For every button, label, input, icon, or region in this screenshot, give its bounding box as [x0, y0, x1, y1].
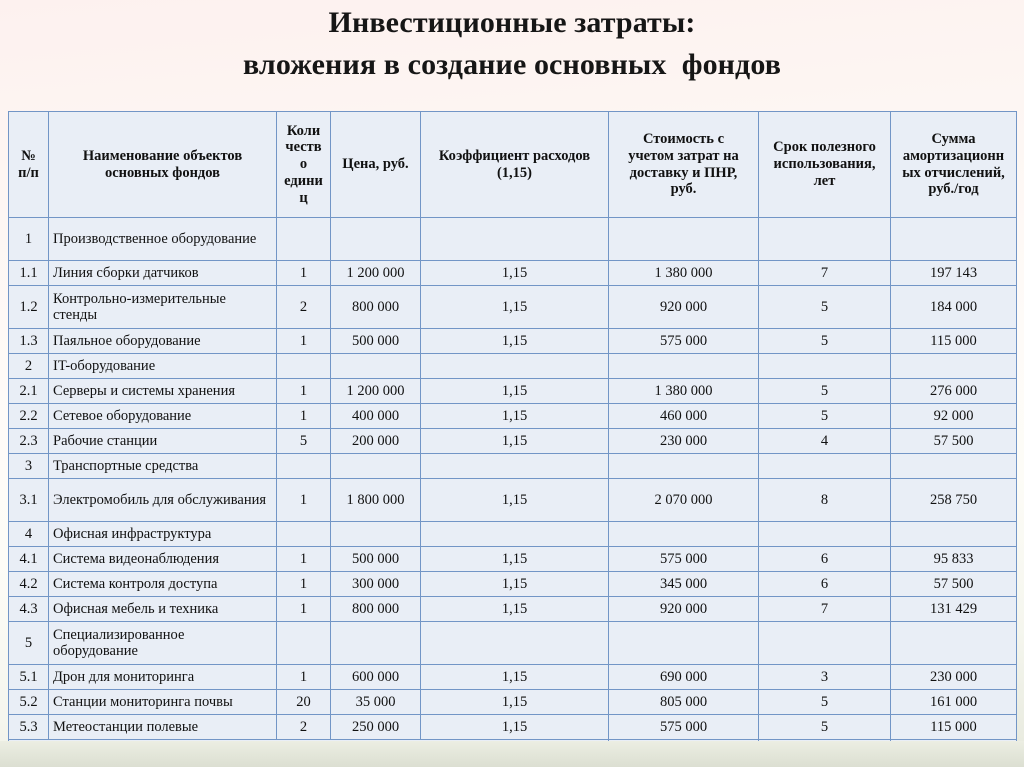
cell-total-cost: 575 000 [609, 329, 759, 354]
cell-total-cost: 1 380 000 [609, 379, 759, 404]
cell-quantity: 1 [277, 597, 331, 622]
cell-price: 1 200 000 [331, 379, 421, 404]
cell-depreciation: 258 750 [891, 479, 1017, 522]
cell-depreciation [891, 218, 1017, 261]
header-line: лет [813, 172, 836, 189]
cell-total-cost: 345 000 [609, 572, 759, 597]
cell-coefficient: 1,15 [421, 286, 609, 329]
header-line: доставку и ПНР, [629, 164, 738, 181]
cell-price: 800 000 [331, 597, 421, 622]
column-header-quantity [277, 112, 331, 218]
cell-price: 1 200 000 [331, 261, 421, 286]
slide-bottom-strip [0, 741, 1024, 767]
table-row [9, 690, 1017, 715]
table-head [9, 112, 1017, 218]
cell-price: 600 000 [331, 665, 421, 690]
cell-quantity: 1 [277, 261, 331, 286]
cell-depreciation: 95 833 [891, 547, 1017, 572]
cell-coefficient: 1,15 [421, 547, 609, 572]
header-line: Наименование объектов [82, 147, 243, 164]
cell-number: 3 [9, 454, 49, 479]
cell-depreciation: 92 000 [891, 404, 1017, 429]
table-row [9, 218, 1017, 261]
table-header-row [9, 112, 1017, 218]
cell-price: 250 000 [331, 715, 421, 740]
header-line: Сумма [931, 131, 976, 148]
cell-depreciation [891, 454, 1017, 479]
header-line: руб./год [928, 181, 979, 198]
table-row [9, 479, 1017, 522]
cell-total-cost: 920 000 [609, 597, 759, 622]
cell-asset-name: Серверы и системы хранения [49, 379, 277, 404]
cell-asset-name: Производственное оборудование [49, 218, 277, 261]
cell-quantity: 1 [277, 404, 331, 429]
column-header-price [331, 112, 421, 218]
investment-costs-table-wrapper [8, 111, 1016, 766]
cell-number: 5.1 [9, 665, 49, 690]
cell-depreciation: 57 500 [891, 572, 1017, 597]
cell-number: 4.3 [9, 597, 49, 622]
column-header-cost-coefficient [421, 112, 609, 218]
cell-useful-life: 7 [759, 261, 891, 286]
table-body [9, 218, 1017, 740]
investment-costs-table [8, 111, 1017, 766]
cell-number: 1.3 [9, 329, 49, 354]
cell-useful-life: 4 [759, 429, 891, 454]
cell-useful-life: 5 [759, 715, 891, 740]
cell-coefficient: 1,15 [421, 572, 609, 597]
cell-coefficient: 1,15 [421, 404, 609, 429]
cell-useful-life: 6 [759, 572, 891, 597]
cell-asset-name: Контрольно-измерительные стенды [49, 286, 277, 329]
cell-useful-life [759, 218, 891, 261]
header-line: о [299, 156, 308, 173]
column-header-number [9, 112, 49, 218]
cell-asset-name: Офисная мебель и техника [49, 597, 277, 622]
cell-asset-name: Система контроля доступа [49, 572, 277, 597]
cell-total-cost: 575 000 [609, 715, 759, 740]
cell-coefficient [421, 454, 609, 479]
cell-coefficient [421, 622, 609, 665]
cell-number: 1 [9, 218, 49, 261]
header-line: честв [285, 139, 322, 156]
header-line: руб. [670, 181, 697, 198]
cell-coefficient [421, 354, 609, 379]
header-line: Срок полезного [773, 139, 876, 156]
cell-useful-life [759, 454, 891, 479]
cell-number: 5.3 [9, 715, 49, 740]
cell-number: 3.1 [9, 479, 49, 522]
header-line: № [21, 147, 36, 164]
cell-total-cost: 690 000 [609, 665, 759, 690]
cell-price: 400 000 [331, 404, 421, 429]
header-line: использования, [773, 156, 876, 173]
cell-coefficient: 1,15 [421, 429, 609, 454]
cell-depreciation: 161 000 [891, 690, 1017, 715]
cell-quantity: 20 [277, 690, 331, 715]
cell-total-cost: 805 000 [609, 690, 759, 715]
cell-quantity: 1 [277, 479, 331, 522]
cell-number: 4.2 [9, 572, 49, 597]
table-row [9, 622, 1017, 665]
title-line-2: вложения в создание основных фондов [243, 48, 781, 81]
cell-useful-life: 5 [759, 404, 891, 429]
table-row [9, 454, 1017, 479]
column-header-depreciation [891, 112, 1017, 218]
cell-useful-life: 8 [759, 479, 891, 522]
cell-number: 4.1 [9, 547, 49, 572]
cell-asset-name: Электромобиль для обслуживания [49, 479, 277, 522]
cell-price: 500 000 [331, 547, 421, 572]
header-line: ых отчислений, [902, 164, 1005, 181]
cell-total-cost [609, 522, 759, 547]
cell-total-cost [609, 454, 759, 479]
cell-total-cost [609, 622, 759, 665]
header-line: п/п [18, 164, 39, 181]
cell-number: 2.3 [9, 429, 49, 454]
header-line: (1,15) [496, 164, 533, 181]
header-line: учетом затрат на [628, 147, 739, 164]
column-header-useful-life [759, 112, 891, 218]
table-row [9, 597, 1017, 622]
cell-useful-life [759, 522, 891, 547]
cell-quantity: 1 [277, 379, 331, 404]
cell-price [331, 522, 421, 547]
header-line: Коли [286, 122, 321, 139]
cell-coefficient: 1,15 [421, 479, 609, 522]
table-row [9, 329, 1017, 354]
header-line: основных фондов [104, 164, 220, 181]
cell-number: 5.2 [9, 690, 49, 715]
cell-depreciation: 115 000 [891, 329, 1017, 354]
cell-useful-life [759, 622, 891, 665]
table-row [9, 354, 1017, 379]
cell-price: 1 800 000 [331, 479, 421, 522]
cell-depreciation: 230 000 [891, 665, 1017, 690]
cell-asset-name: Офисная инфраструктура [49, 522, 277, 547]
cell-useful-life: 5 [759, 379, 891, 404]
table-row [9, 572, 1017, 597]
cell-price: 800 000 [331, 286, 421, 329]
cell-quantity: 2 [277, 286, 331, 329]
table-row [9, 547, 1017, 572]
cell-useful-life [759, 354, 891, 379]
header-line: Цена, руб. [342, 156, 409, 173]
header-line: Коэффициент расходов [438, 147, 591, 164]
title-line-1: Инвестиционные затраты: [328, 6, 696, 39]
column-header-total-cost [609, 112, 759, 218]
cell-coefficient: 1,15 [421, 379, 609, 404]
cell-useful-life: 7 [759, 597, 891, 622]
cell-number: 2.2 [9, 404, 49, 429]
cell-depreciation: 115 000 [891, 715, 1017, 740]
cell-asset-name: Система видеонаблюдения [49, 547, 277, 572]
cell-asset-name: IT-оборудование [49, 354, 277, 379]
cell-coefficient: 1,15 [421, 715, 609, 740]
cell-asset-name: Метеостанции полевые [49, 715, 277, 740]
cell-price: 300 000 [331, 572, 421, 597]
header-line: Стоимость с [642, 131, 725, 148]
cell-asset-name: Паяльное оборудование [49, 329, 277, 354]
table-row [9, 429, 1017, 454]
cell-depreciation: 131 429 [891, 597, 1017, 622]
cell-quantity: 1 [277, 547, 331, 572]
cell-total-cost: 2 070 000 [609, 479, 759, 522]
cell-coefficient [421, 218, 609, 261]
cell-quantity: 5 [277, 429, 331, 454]
cell-total-cost [609, 218, 759, 261]
cell-number: 4 [9, 522, 49, 547]
cell-coefficient: 1,15 [421, 597, 609, 622]
cell-total-cost: 460 000 [609, 404, 759, 429]
cell-coefficient [421, 522, 609, 547]
cell-depreciation: 276 000 [891, 379, 1017, 404]
cell-quantity: 1 [277, 572, 331, 597]
cell-total-cost: 920 000 [609, 286, 759, 329]
cell-coefficient: 1,15 [421, 690, 609, 715]
cell-price [331, 622, 421, 665]
cell-asset-name: Рабочие станции [49, 429, 277, 454]
header-line: едини [284, 172, 323, 189]
cell-price: 500 000 [331, 329, 421, 354]
cell-asset-name: Дрон для мониторинга [49, 665, 277, 690]
cell-coefficient: 1,15 [421, 329, 609, 354]
table-row [9, 715, 1017, 740]
cell-quantity: 1 [277, 665, 331, 690]
cell-number: 1.2 [9, 286, 49, 329]
cell-price: 200 000 [331, 429, 421, 454]
cell-total-cost: 575 000 [609, 547, 759, 572]
cell-total-cost: 230 000 [609, 429, 759, 454]
cell-asset-name: Станции мониторинга почвы [49, 690, 277, 715]
table-row [9, 404, 1017, 429]
cell-coefficient: 1,15 [421, 665, 609, 690]
cell-number: 1.1 [9, 261, 49, 286]
table-row [9, 379, 1017, 404]
page-title [0, 2, 1024, 86]
cell-total-cost [609, 354, 759, 379]
cell-useful-life: 5 [759, 286, 891, 329]
cell-useful-life: 6 [759, 547, 891, 572]
cell-depreciation [891, 354, 1017, 379]
cell-total-cost: 1 380 000 [609, 261, 759, 286]
cell-asset-name: Специализированное оборудование [49, 622, 277, 665]
table-row [9, 286, 1017, 329]
table-row [9, 522, 1017, 547]
cell-depreciation: 57 500 [891, 429, 1017, 454]
cell-useful-life: 5 [759, 690, 891, 715]
cell-depreciation: 184 000 [891, 286, 1017, 329]
cell-depreciation [891, 522, 1017, 547]
cell-quantity [277, 454, 331, 479]
cell-asset-name: Сетевое оборудование [49, 404, 277, 429]
cell-price [331, 354, 421, 379]
column-header-asset-name [49, 112, 277, 218]
header-line: ц [299, 189, 308, 206]
cell-useful-life: 3 [759, 665, 891, 690]
cell-coefficient: 1,15 [421, 261, 609, 286]
cell-number: 2.1 [9, 379, 49, 404]
cell-quantity: 2 [277, 715, 331, 740]
cell-useful-life: 5 [759, 329, 891, 354]
cell-quantity [277, 522, 331, 547]
header-line: амортизационн [902, 147, 1005, 164]
cell-depreciation: 197 143 [891, 261, 1017, 286]
cell-quantity: 1 [277, 329, 331, 354]
cell-number: 2 [9, 354, 49, 379]
cell-asset-name: Линия сборки датчиков [49, 261, 277, 286]
cell-asset-name: Транспортные средства [49, 454, 277, 479]
cell-depreciation [891, 622, 1017, 665]
table-row [9, 261, 1017, 286]
cell-price: 35 000 [331, 690, 421, 715]
cell-quantity [277, 354, 331, 379]
cell-quantity [277, 622, 331, 665]
cell-number: 5 [9, 622, 49, 665]
table-row [9, 665, 1017, 690]
cell-quantity [277, 218, 331, 261]
cell-price [331, 454, 421, 479]
cell-price [331, 218, 421, 261]
